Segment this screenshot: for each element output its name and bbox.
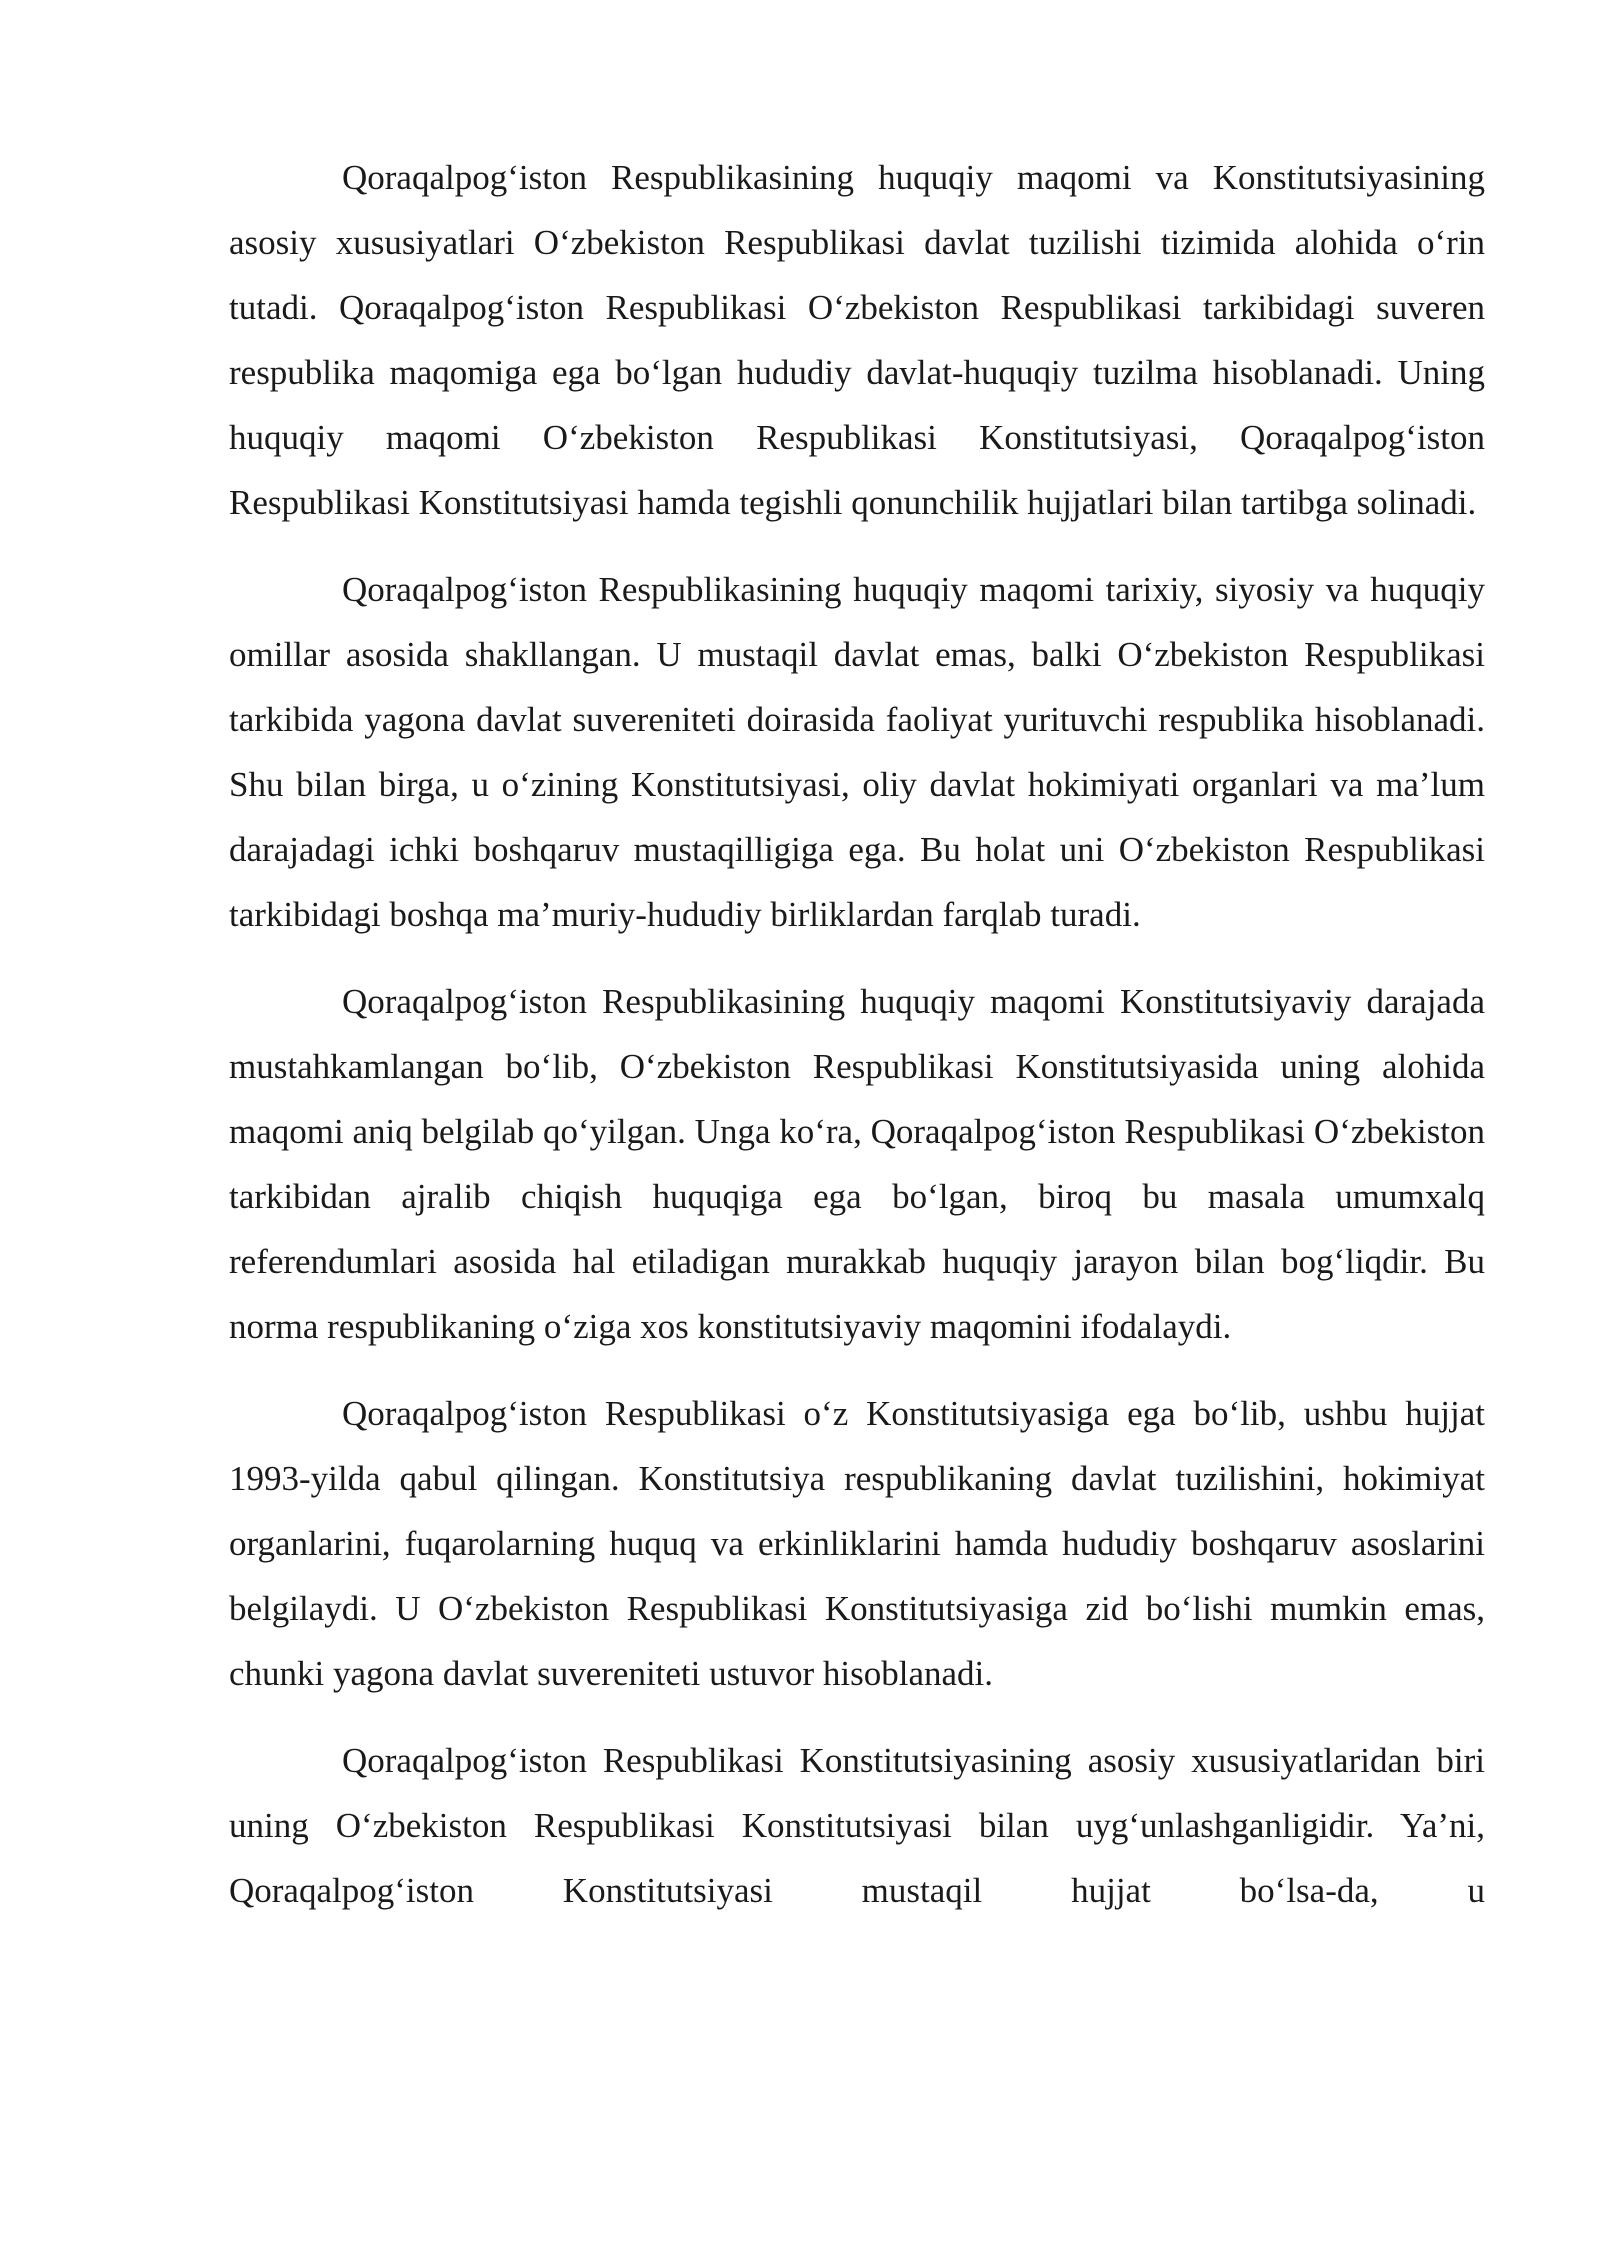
paragraph-1: Qoraqalpog‘iston Respublikasining huquqiy maqomi va Konstitutsiyasining asosiy xususiyatlari O‘zbekiston Respublikasi davlat tuzilishi tizimida alohida o‘rin tutadi. Qoraqalpog‘iston Respublikasi O‘zbekiston Respublikasi tarkibidagi suveren respublika maqomiga ega bo‘lgan hududiy davlat-huquqiy tuzilma hisoblanadi. Uning huquqiy maqomi O‘zbekiston Respublikasi Konstitutsiyasi, Qoraqalpog‘iston Respublikasi Konstitutsiyasi hamda tegishli qonunchilik hujjatlari bilan tartibga solinadi.: [229, 158, 1485, 522]
paragraph-2: Qoraqalpog‘iston Respublikasining huquqiy maqomi tarixiy, siyosiy va huquqiy omillar asosida shakllangan. U mustaqil davlat emas, balki O‘zbekiston Respublikasi tarkibida yagona davlat suvereniteti doirasida faoliyat yurituvchi respublika hisoblanadi. Shu bilan birga, u o‘zining Konstitutsiyasi, oliy davlat hokimiyati organlari va ma’lum darajadagi ichki boshqaruv mustaqilligiga ega. Bu holat uni O‘zbekiston Respublikasi tarkibidagi boshqa ma’muriy-hududiy birliklardan farqlab turadi.: [229, 570, 1485, 934]
paragraph-3: Qoraqalpog‘iston Respublikasining huquqiy maqomi Konstitutsiyaviy darajada mustahkamlangan bo‘lib, O‘zbekiston Respublikasi Konstitutsiyasida uning alohida maqomi aniq belgilab qo‘yilgan. Unga ko‘ra, Qoraqalpog‘iston Respublikasi O‘zbekiston tarkibidan ajralib chiqish huquqiga ega bo‘lgan, biroq bu masala umumxalq referendumlari asosida hal etiladigan murakkab huquqiy jarayon bilan bog‘liqdir. Bu norma respublikaning o‘ziga xos konstitutsiyaviy maqomini ifodalaydi.: [229, 982, 1485, 1346]
document-page: [229, 145, 1485, 1923]
paragraph-4: Qoraqalpog‘iston Respublikasi o‘z Konstitutsiyasiga ega bo‘lib, ushbu hujjat 1993-yilda qabul qilingan. Konstitutsiya respublikaning davlat tuzilishini, hokimiyat organlarini, fuqarolarning huquq va erkinliklarini hamda hududiy boshqaruv asoslarini belgilaydi. U O‘zbekiston Respublikasi Konstitutsiyasiga zid bo‘lishi mumkin emas, chunki yagona davlat suvereniteti ustuvor hisoblanadi.: [229, 1394, 1485, 1693]
paragraph-5: Qoraqalpog‘iston Respublikasi Konstitutsiyasining asosiy xususiyatlaridan biri uning O‘zbekiston Respublikasi Konstitutsiyasi bilan uyg‘unlashganligidir. Ya’ni, Qoraqalpog‘iston Konstitutsiyasi mustaqil hujjat bo‘lsa-da, u: [229, 1741, 1485, 1910]
